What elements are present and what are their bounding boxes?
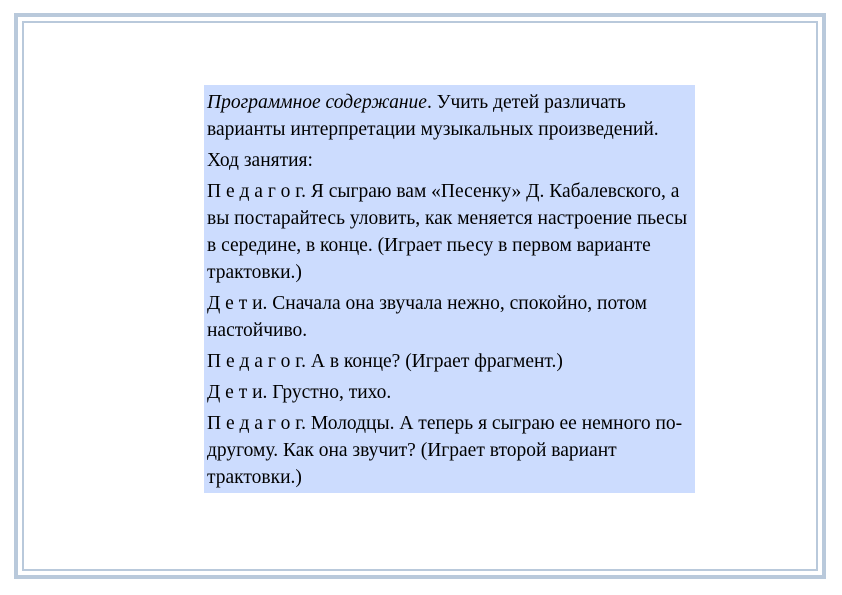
program-content-heading: Программное содержание [207,92,427,113]
paragraph-teacher-line-3: П е д а г о г. Молодцы. А теперь я сыграю ее немного по-другому. Как она звучит? (Играет второй вариант трактовки.) [207,413,683,488]
program-content-text: . Учить детей различать варианты интерпретации музыкальных произведений. [207,92,659,140]
paragraph-lesson-course: Ход занятия: [207,150,313,171]
lesson-text-box [204,85,695,493]
paragraph-children-line-2: Д е т и. Грустно, тихо. [207,382,392,403]
paragraph-children-line-1: Д е т и. Сначала она звучала нежно, спокойно, потом настойчиво. [207,293,647,341]
paragraph-teacher-line-1: П е д а г о г. Я сыграю вам «Песенку» Д. Кабалевского, а вы постарайтесь уловить, как меняется настроение пьесы в середине, в конце. (Играет пьесу в первом варианте трактовки.) [207,181,688,283]
paragraph-teacher-line-2: П е д а г о г. А в конце? (Играет фрагмент.) [207,351,563,372]
paragraph-program-content [207,89,691,143]
